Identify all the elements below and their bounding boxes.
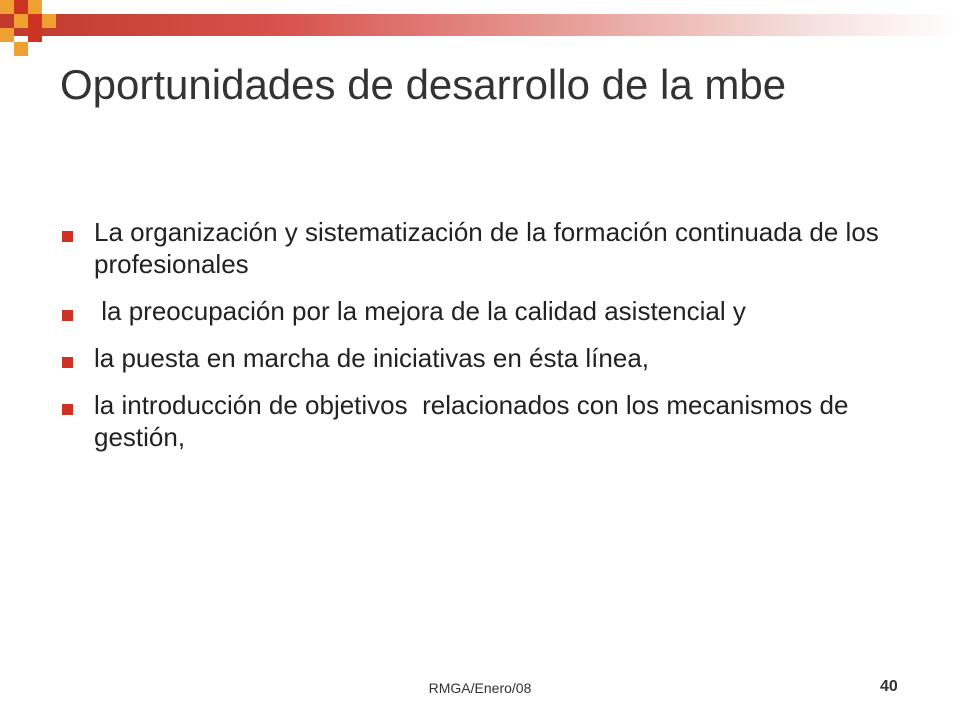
corner-square [42, 14, 56, 28]
corner-square [0, 0, 14, 14]
bullet-item [60, 216, 920, 280]
bullet-item [60, 295, 920, 327]
corner-square [28, 28, 42, 42]
bullet-text: La organización y sistematización de la formación continuada de los profesionales [94, 217, 879, 279]
page-number: 40 [880, 678, 898, 695]
corner-square [14, 0, 28, 14]
bullet-list [60, 216, 920, 468]
footer-text: RMGA/Enero/08 [428, 680, 532, 696]
bullet-text: la puesta en marcha de iniciativas en ésta línea, [94, 343, 650, 373]
corner-square [28, 0, 42, 14]
corner-square [14, 14, 28, 28]
corner-square [0, 28, 14, 42]
slide-title: Oportunidades de desarrollo de la mbe [60, 61, 787, 108]
bullet-text: la preocupación por la mejora de la calidad asistencial y [94, 296, 746, 326]
square-bullet-icon [62, 310, 73, 321]
bullet-item [60, 389, 920, 453]
corner-square [28, 14, 42, 28]
square-bullet-icon [62, 404, 73, 415]
square-bullet-icon [62, 231, 73, 242]
corner-square [14, 42, 28, 56]
bullet-text: la introducción de objetivos relacionados con los mecanismos de gestión, [94, 390, 856, 452]
header-gradient-bar [0, 14, 960, 36]
bullet-item [60, 342, 920, 374]
square-bullet-icon [62, 357, 73, 368]
